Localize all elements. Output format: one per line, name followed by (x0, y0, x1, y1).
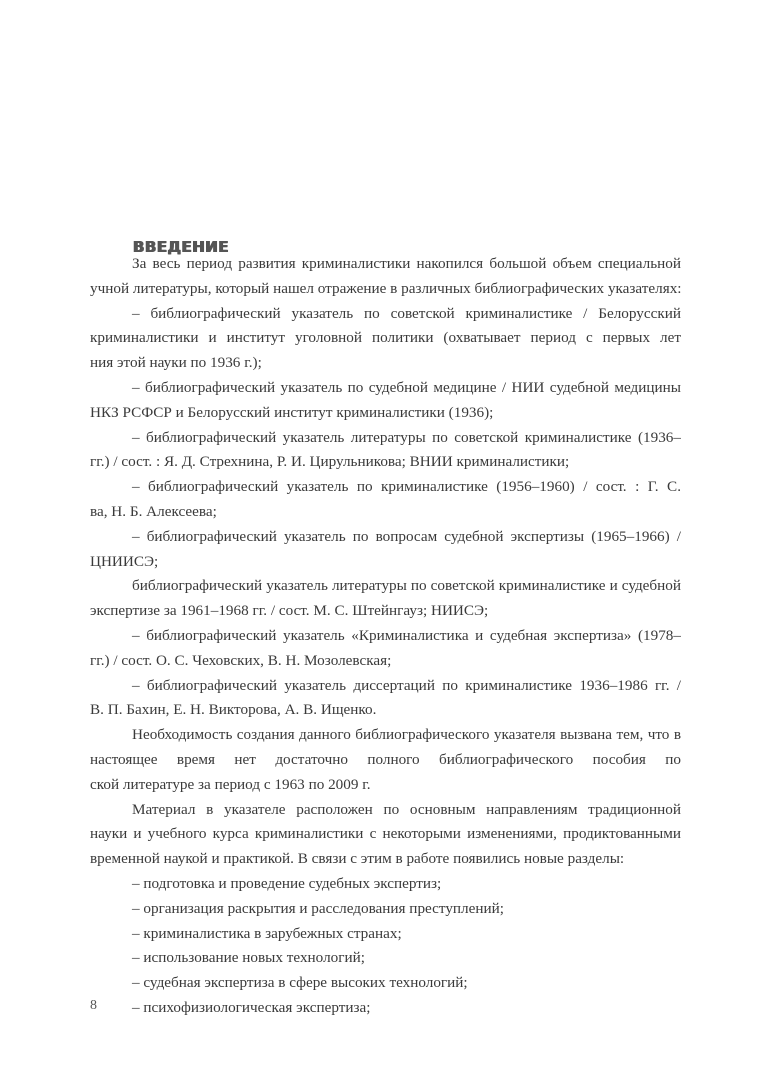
text-line: – библиографический указатель по судебной медицине / НИИ судебной медицины (132, 378, 681, 396)
paragraph (90, 674, 681, 724)
text-line: НКЗ РСФСР и Белорусский институт криминалистики (1936); (90, 403, 494, 421)
text-line: – организация раскрытия и расследования преступлений; (132, 899, 504, 917)
text-line: гг.) / сост. О. С. Чеховских, В. Н. Мозолевская; (90, 651, 392, 669)
text-line: – использование новых технологий; (132, 949, 365, 967)
text-line: – библиографический указатель по криминалистике (1956–1960) / сост. : Г. С. (132, 478, 681, 496)
paragraph (90, 426, 681, 476)
paragraph (90, 996, 681, 1021)
text-line: настоящее время нет достаточно полного библиографического пособия по (90, 750, 681, 768)
text-line: библиографический указатель литературы по советской криминалистике и судебной (132, 577, 681, 595)
paragraph (90, 574, 681, 624)
paragraph (90, 376, 681, 426)
text-line: экспертизе за 1961–1968 гг. / сост. М. С. Штейнгауз; НИИСЭ; (90, 602, 489, 620)
text-line: ской литературе за период с 1963 по 2009 г. (90, 775, 371, 793)
paragraph (90, 971, 681, 996)
text-line: – психофизиологическая экспертиза; (132, 998, 371, 1016)
text-line: Необходимость создания данного библиографического указателя вызвана тем, что в (132, 726, 681, 744)
text-line: – библиографический указатель по вопросам судебной экспертизы (1965–1966) / (132, 527, 681, 545)
text-line: криминалистики и институт уголовной политики (охватывает период с первых лет (90, 329, 681, 347)
text-line: – подготовка и проведение судебных экспертиз; (132, 874, 442, 892)
paragraph (90, 624, 681, 674)
text-line: – библиографический указатель «Криминалистика и судебная экспертиза» (1978– (132, 626, 681, 644)
paragraph (90, 302, 681, 376)
text-line: – библиографический указатель по советской криминалистике / Белорусский (132, 304, 681, 322)
text-line: Материал в указателе расположен по основным направлениям традиционной (132, 800, 681, 818)
text-line: – криминалистика в зарубежных странах; (132, 924, 402, 942)
text-line: ЦНИИСЭ; (90, 552, 159, 570)
text-line: В. П. Бахин, Е. Н. Викторова, А. В. Ищенко. (90, 701, 377, 719)
paragraph (90, 525, 681, 575)
text-line: За весь период развития криминалистики накопился большой объем специальной (132, 255, 681, 272)
section-heading: ВВЕДЕНИЕ (133, 238, 230, 256)
text-line: временной наукой и практикой. В связи с этим в работе появились новые разделы: (90, 850, 625, 868)
text-line: учной литературы, который нашел отражение в различных библиографических указателях: (90, 279, 682, 297)
text-line: науки и учебного курса криминалистики с некоторыми изменениями, продиктованными (90, 825, 681, 843)
paragraph (90, 922, 681, 947)
body-text (90, 252, 681, 1021)
paragraph (90, 723, 681, 797)
paragraph (90, 252, 681, 302)
page-number: 8 (90, 998, 97, 1013)
paragraph (90, 798, 681, 872)
paragraph (90, 475, 681, 525)
paragraph (90, 872, 681, 897)
paragraph (90, 897, 681, 922)
paragraph (90, 946, 681, 971)
text-line: гг.) / сост. : Я. Д. Стрехнина, Р. И. Цирульникова; ВНИИ криминалистики; (90, 453, 570, 471)
text-line: ния этой науки по 1936 г.); (90, 354, 262, 372)
text-line: – судебная экспертиза в сфере высоких технологий; (132, 974, 468, 992)
text-line: ва, Н. Б. Алексеева; (90, 502, 217, 520)
text-line: – библиографический указатель диссертаций по криминалистике 1936–1986 гг. / (132, 676, 681, 694)
text-line: – библиографический указатель литературы по советской криминалистике (1936– (132, 428, 681, 446)
